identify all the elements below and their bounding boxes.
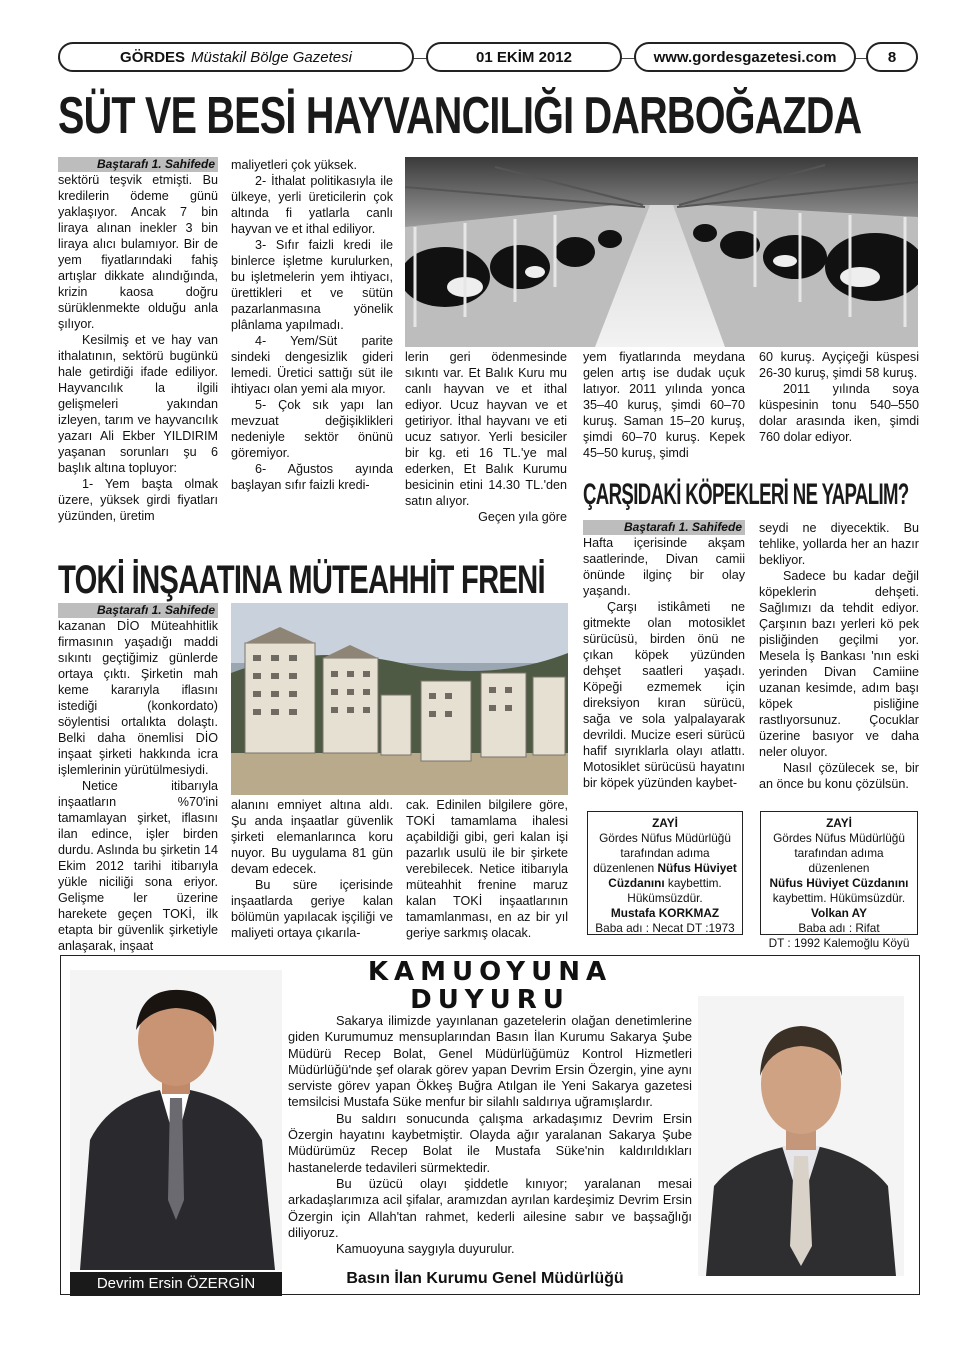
paragraph: alanını emniyet altına aldı. Şu anda inşaatlar güvenlik şirketi elemanlarınca koru nuyor. Bu uygulama 81 gün devam edecek. (231, 798, 393, 876)
notice-line: kaybettim. Hükümsüzdür. (772, 891, 906, 905)
notice-name: Mustafa KORKMAZ (610, 906, 720, 920)
article1-headline: SÜT VE BESİ HAYVANCILIĞI DARBOĞAZDA (58, 87, 862, 145)
notice-details: DT : 1992 Kalemoğlu Köyü (768, 936, 910, 950)
announcement-title: DUYURU (410, 985, 570, 1015)
paragraph: Geçen yıla göre (478, 510, 567, 524)
paragraph: Çarşı istikâmeti ne gitmekte olan motosiklet sürücüsü, birden önü ne çıkan köpek yüzünden dehşet saatleri yaşadı. Köpeği ezmemek için direksiyon kıran sürücü, sağa ve sola yalpalayarak devrildi. Mucize eseri sürücü hafif sıyrıklarla olayı atlattı. Motosiklet sürücüsü hayatını bir köpek yüzünden kaybet- (583, 600, 745, 790)
notice-line: tarafından adıma (620, 846, 710, 860)
page-number: 8 (887, 48, 897, 66)
paragraph: 3- Sıfır faizli kredi ile binlerce işletme kurulurken, bu işletmelerin yem ihtiyacı, ürettikleri et ve sütün pazarlanmasına yönelik plânlama yapılmadı. (231, 238, 393, 332)
portrait-photo (698, 996, 904, 1276)
paragraph: Bu saldırı sonucunda çalışma arkadaşımız Devrim Ersin Özergin hayatını kaybetmiştir. Olayda ağır yaralanan Sakarya Şube Müdürümüz Recep Bolat ile Mustafa Süke'nin kaldırıldıkları hastanelerde tedavileri sürmektedir. (288, 1110, 692, 1175)
paper-name-pill (58, 42, 414, 72)
paragraph: cak. Edinilen bilgilere göre, TOKİ tamamlama ihalesi açabildiği gibi, geri kalan işi pazarlık usulü ile bir şirkete verebilecek. Netice itibarıyla müteahhit frenine maruz kalan TOKİ inşaatlarının tamamlanması, en az bir yıl geriye sarkmış olacak. (406, 798, 568, 940)
paragraph: Hafta içerisinde akşam saatlerinde, Divan camii önünde ilginç bir olay yaşandı. (583, 536, 745, 598)
notice-details: Baba adı : Rifat (798, 921, 880, 935)
article1-col5 (759, 349, 919, 445)
article1-col1 (58, 157, 218, 524)
page-number-pill (866, 42, 918, 72)
issue-date: 01 EKİM 2012 (476, 48, 572, 66)
notice-line: Nüfus Hüviyet Cüzdanını (769, 876, 909, 890)
notice-title: ZAYİ (826, 816, 852, 830)
continued-label: Baştarafı 1. Sahifede (58, 157, 218, 172)
notice-details: Baba adı : Necat DT :1973 (595, 921, 735, 935)
article1-col3 (405, 349, 567, 525)
announcement-title: KAMUOYUNA (367, 957, 613, 987)
dairy-barn-photo (405, 157, 918, 347)
paragraph: Bu süre içerisinde inşaatlarda geriye kalan bölümün yapılacak işçiliği ve maliyeti ortaya çıkarıla- (231, 878, 393, 940)
article1-col4 (583, 349, 745, 461)
paragraph: 4- Yem/Süt parite sindeki dengesizlik gideri lemedi. Üretici sattığı süt ile ihtiyacı olan yemi ala mıyor. (231, 334, 393, 396)
website-pill (634, 42, 856, 72)
notice-line: tarafından adıma düzenlenen (794, 846, 884, 875)
notice-line: düzenlenen Nüfus Hüviyet (593, 861, 737, 875)
article1-col2 (231, 157, 393, 493)
portrait-photo (70, 970, 282, 1270)
paragraph: 2011 yılında soya küspesinin tonu 540–550 dolar arasında iken, şimdi 760 dolar ediyor. (759, 382, 919, 444)
paragraph: lerin geri ödenmesinde sıkıntı var. Et Balık Kuru mu canlı hayvan ve et ithal ediyor. Ucuz hayvan ve et getiriyor. İthal hayvanı ve eti ucuz satıyor. Yerli besiciler bir kg. eti 16 TL.'ye mal ederken, Et Balık Kurumu besicinin etini 14.30 TL.'den satın alıyor. (405, 350, 567, 508)
article2-col1 (58, 603, 218, 954)
lost-id-notice (587, 811, 743, 935)
paragraph: 1- Yem başta olmak üzere, yüksek girdi fiyatları yüzünden, üretim (58, 477, 218, 523)
article3-col2 (759, 520, 919, 792)
paragraph: 2- İthalat politikasıyla ile ülkeye, yerli üreticilerin çok altında fi yatlarla canlı hayvan ve et ithal ediliyor. (231, 174, 393, 236)
paragraph: Nasıl çözülecek se, bir an önce bu konu çözülsün. (759, 761, 919, 791)
date-pill (426, 42, 622, 72)
paragraph: 5- Çok sık yapı lan mevzuat değişiklikleri nedeniyle sektör önünü göremiyor. (231, 398, 393, 460)
article3-col1 (583, 520, 745, 791)
paragraph: 6- Ağustos ayında başlayan sıfır faizli kredi- (231, 462, 393, 492)
continued-label: Baştarafı 1. Sahifede (58, 603, 218, 618)
paragraph: yem fiyatlarında meydana gelen artış ise dudak uçuk latıyor. 2011 yılında yonca 35–40 kuruş, şimdi 60–70 kuruş. Saman 15–20 kuruş, şimdi 60–70 kuruş. Kepek 45–50 kuruş, şimdi (583, 350, 745, 460)
paragraph: Netice itibarıyla inşaatların %70'ini tamamlayan şirket, iflasını ilan edince, işler birden durdu. Aslında bu şirketin 14 Ekim 2012 tarihi itibarıyla yükle niciliği sona eriyor. Gelişme ler üzerine harekete geçen TOKİ, ilk etapta bir güvenlik şirketiyle anlaşarak, inşaat (58, 779, 218, 953)
lost-id-notice (760, 811, 918, 950)
paragraph: kazanan DİO Müteahhitlik firmasının yaşadığı maddi sıkıntı geçtiğimiz günlerde ortaya çıktı. Şirketin mah keme kararıyla iflasını istediği (konkordato) söylentisi ortalıkta dolaştı. Belki daha önemlisi DİO inşaat şirketi hakkında icra işlemlerinin yürütülmesiydi. (58, 619, 218, 777)
paper-name: GÖRDES (120, 48, 186, 66)
notice-line: Gördes Nüfus Müdürlüğü (773, 831, 905, 845)
notice-line: Gördes Nüfus Müdürlüğü (599, 831, 731, 845)
article3-headline: ÇARŞIDAKİ KÖPEKLERİ NE YAPALIM? (583, 478, 909, 511)
article2-col3 (406, 797, 568, 941)
paragraph: Kesilmiş et ve hay van ithalatının, sektörü bugünkü hale getirdiği ifade ediliyor. Hayvancılık la ilgili gelişmeleri yakından izleyen, tarım ve hayvancılık yazarı Ali Ekber YILDIRIM yaşanan sorunları şu 6 başlık altına topluyor: (58, 333, 218, 475)
paragraph: maliyetleri çok yüksek. (231, 158, 357, 172)
portrait-caption: Devrim Ersin ÖZERGİN (70, 1272, 282, 1296)
notice-line: Hükümsüzdür. (627, 891, 703, 905)
paper-tagline: Müstakil Bölge Gazetesi (191, 48, 352, 66)
paragraph: Kamuoyuna saygıyla duyurulur. (336, 1241, 515, 1257)
notice-title: ZAYİ (652, 816, 678, 830)
paragraph: Bu üzücü olayı şiddetle kınıyor; yaralanan mesai arkadaşlarımıza acil şifalar, aramızdan ayrılan kardeşimiz Devrim Ersin Özergin için Allah'tan rahmet, kederli ailesine sabır ve başsağlığı diliyoruz. (288, 1175, 692, 1240)
paragraph: Sakarya ilimizde yayınlanan gazetelerin olağan denetimlerine giden Kurumumuz mensuplarından Basın İlan Kurumu Sakarya Şube Müdürü Recep Bolat, Genel Müdürlüğümüz Kontrol Hizmetleri Müdürlüğü'nde şef olarak görev yapan Devrim Ersin Özergin, yine aynı serviste görev yapan Ökkeş Buğra Atılgan ile Yeni Sakarya gazetesi temsilcisi Mustafa Süke menfur bir silahlı saldırıya uğramışlardır. (288, 1013, 692, 1110)
continued-label: Baştarafı 1. Sahifede (583, 520, 745, 535)
website: www.gordesgazetesi.com (653, 48, 837, 66)
notice-name: Volkan AY (811, 906, 867, 920)
article2-headline: TOKİ İNŞAATINA MÜTEAHHİT FRENİ (58, 558, 545, 602)
article2-col2 (231, 797, 393, 941)
announcement-signature: Basın İlan Kurumu Genel Müdürlüğü (346, 1270, 624, 1287)
paragraph: Sadece bu kadar değil köpeklerin dehşeti. Sağlımızı da tehdit ediyor. Çarşının bazı yerleri kö pek pisliğinden geçilmi yor. Mesela İş Bankası 'nın eski yerinden Divan Camiine uzanan kesimde, adım başı köpek pisliğine rastlıyorsunuz. Çocuklar üzerine basıyor ve daha neler oluyor. (759, 569, 919, 759)
paragraph: seydi ne diyecektik. Bu tehlike, yollarda her an hazır bekliyor. (759, 521, 919, 567)
notice-line: Cüzdanını kaybettim. (608, 876, 722, 890)
paragraph: 60 kuruş. Ayçiçeği küspesi 26-30 kuruş, şimdi 58 kuruş. (759, 350, 919, 380)
announcement-body (288, 1013, 692, 1257)
toki-construction-photo (231, 603, 568, 795)
paragraph: sektörü teşvik etmişti. Bu kredilerin ödeme günü yaklaşıyor. Ancak 7 bin liraya alınan inekler 3 bin liraya alıcı bulamıyor. Bir de yem fiyatlarındaki fahiş artışlar dikkate alındığında, krizin kaosa doğru sürüklenmekte olduğu anla şılıyor. (58, 173, 218, 331)
